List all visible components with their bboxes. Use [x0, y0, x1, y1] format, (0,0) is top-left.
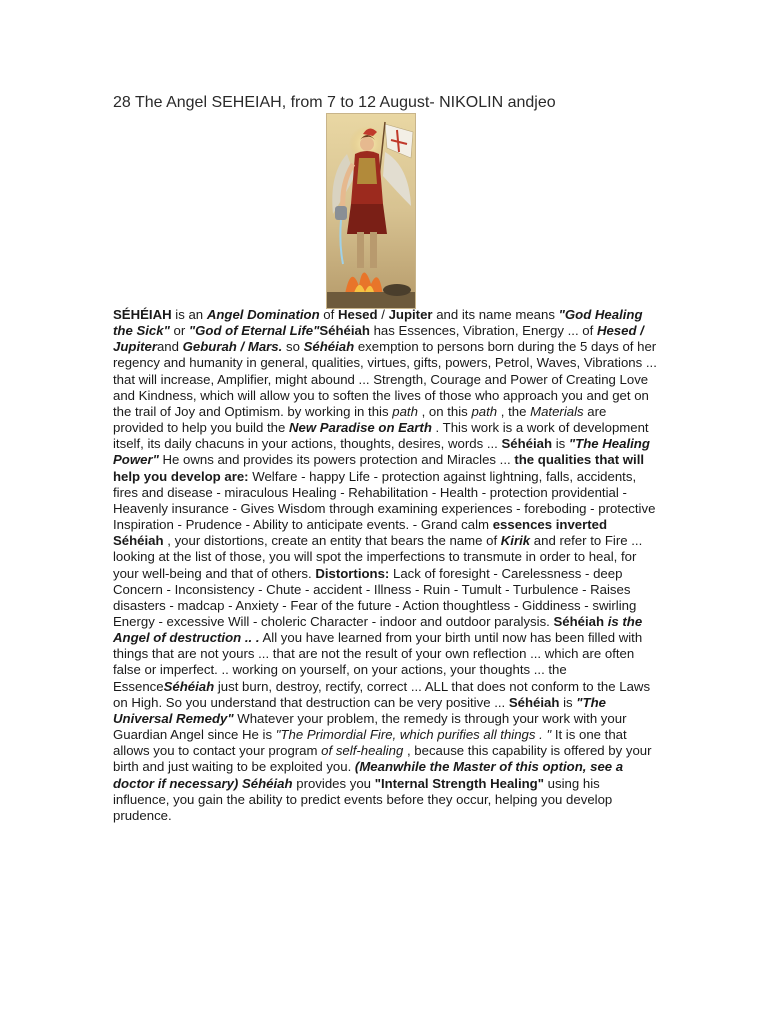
text-run: using his influence, you gain the ability to predict events before they occur, helping you develop prudence. [113, 775, 613, 823]
text-run: "God of Eternal Life" [188, 323, 320, 339]
text-run: Hesed / Jupiter [113, 323, 644, 355]
text-run: . This work is a work of development itself, its daily chacuns in your actions, thoughts, desires, words ... [113, 420, 649, 452]
text-run: "The Healing Power" [113, 436, 650, 468]
description-paragraph [113, 307, 658, 824]
text-run: Lack of foresight - Carelessness - deep Concern - Inconsistency - Chute - accident - Illness - Ruin - Tumult - Turbulence - Raises disasters - madcap - Anxiety - Fear of the future - Action thoughtless - Giddiness - swirling Energy - excessive Will - choleric Character - indoor and outdoor paralysis. [113, 565, 637, 629]
text-run: Materials [530, 403, 584, 419]
text-run: (Meanwhile the Master of this option, see a doctor if necessary) Séhéiah [113, 759, 624, 791]
text-run: Hesed [337, 307, 378, 322]
text-run: of [319, 307, 338, 322]
text-run: Séhéiah [319, 323, 370, 339]
text-run: is the Angel of destruction .. . [113, 613, 643, 646]
text-run: and refer to Fire ... looking at the list of those, you will spot the imperfections to transmute in order to heal, for your well-being and that of others. [113, 533, 643, 581]
text-run: "God Healing the Sick" [113, 307, 643, 339]
text-run: essences inverted Séhéiah [113, 517, 608, 549]
text-run: are provided to help you build the [113, 403, 607, 436]
text-run: Geburah / Mars. [182, 339, 283, 355]
text-run: and its name means [432, 307, 559, 322]
page-title: 28 The Angel SEHEIAH, from 7 to 12 August- NIKOLIN andjeo [113, 94, 556, 111]
text-run: SÉHÉIAH [113, 307, 172, 322]
text-run: is [552, 436, 569, 452]
text-run: of self-healing [321, 743, 404, 759]
text-run: Welfare - happy Life - protection against lightning, falls, accidents, fires and disease - miraculous Healing - Rehabilitation - Health - protection providential - Heavenly insurance - Gives Wisdom through examining experiences - foreboding - protective Inspiration - Prudence - Ability to anticipate events. - Grand calm [113, 468, 656, 533]
text-run: Séhéiah [303, 339, 355, 355]
text-run: , the [497, 403, 531, 419]
text-run: path [392, 403, 418, 419]
text-run: "The Primordial Fire, which purifies all things . " [275, 727, 552, 743]
text-run: / [377, 307, 389, 322]
text-run: "The Universal Remedy" [113, 694, 606, 726]
text-run: Séhéiah [163, 678, 215, 694]
text-run: Kirik [500, 533, 531, 549]
text-run: is an [171, 307, 207, 322]
text-run: Séhéiah [553, 613, 605, 629]
body-text [113, 307, 658, 824]
angel-illustration [326, 113, 416, 309]
text-run: , on this [417, 403, 472, 419]
text-run: Jupiter [388, 307, 433, 322]
text-run: , your distortions, create an entity that bears the name of [163, 533, 501, 549]
text-run: just burn, destroy, rectify, correct ... ALL that does not conform to the Laws on High. So you understand that destruction can be very positive ... [113, 678, 651, 710]
text-run: "Internal Strength Healing" [374, 775, 544, 791]
text-run: It is one that allows you to contact your program [113, 727, 627, 759]
text-run: is [559, 694, 577, 710]
text-run: Angel Domination [206, 307, 320, 322]
text-run: or [169, 323, 189, 339]
text-run: exemption to persons born during the 5 days of her regency and humanity in general, qualities, virtues, gifts, powers, Petrol, Waves, Vibrations ... that will increase, Amplifier, might abound ... Strength, Courage and Power of Creating Love and Kindness, which will allow you to soften the lives of those who approach you and get on the trail of Joy and Optimism. by working in this [113, 339, 657, 419]
text-run: path [471, 403, 498, 419]
text-run: All you have learned from your birth until now has been filled with things that are not yours ... that are not the result of your own reflection ... which are often false or imperfect. .. working on yourself, on your actions, your thoughts ... the Essence [113, 630, 643, 694]
text-run: so [282, 339, 304, 355]
text-run: the qualities that will help you develop are: [113, 452, 645, 484]
text-run: New Paradise on Earth [288, 420, 432, 436]
text-run: He owns and provides its powers protection and Miracles ... [158, 452, 515, 468]
text-run: has Essences, Vibration, Energy ... of [369, 323, 597, 339]
text-run: Séhéiah [501, 436, 553, 452]
text-run: and [156, 339, 183, 355]
text-run: provides you [292, 775, 375, 791]
text-run: Séhéiah [508, 694, 560, 710]
angel-image [327, 114, 415, 308]
text-run: Whatever your problem, the remedy is through your work with your Guardian Angel since He is [113, 710, 627, 743]
text-run: , because this capability is offered by your birth and just waiting to be exploited you. [113, 743, 652, 775]
text-run: Distortions: [315, 565, 390, 581]
